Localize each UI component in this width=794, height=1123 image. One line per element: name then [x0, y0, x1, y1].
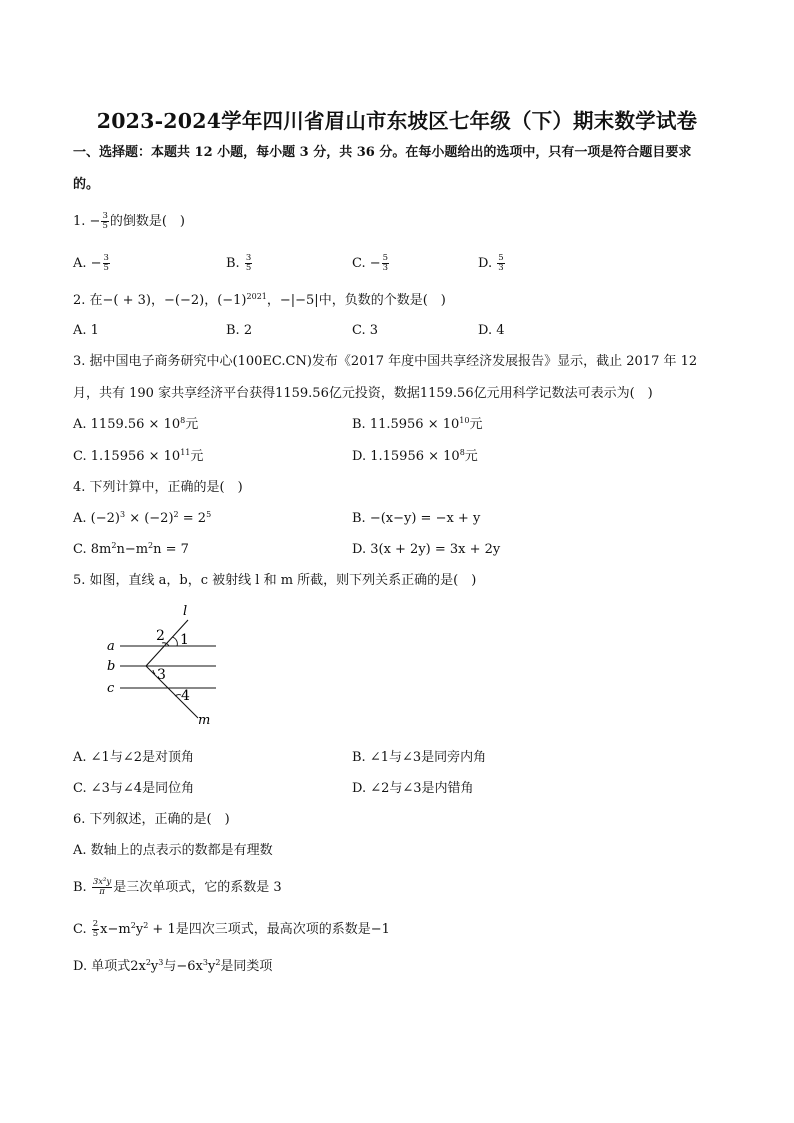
- question-2-option-b[interactable]: B. 2: [226, 323, 253, 338]
- question-1-option-d[interactable]: D. $\frac{5}{3}$: [478, 253, 504, 273]
- question-4-option-c[interactable]: C. $8m^2n-m^2n = 7$: [73, 541, 189, 557]
- question-1-option-c[interactable]: C. − $\frac{5}{3}$: [352, 253, 389, 273]
- question-3-stem-line1: 3. 据中国电子商务研究中心(100EC.CN)发布《2017 年度中国共享经济发展报告》显示，截止 2017 年 12: [73, 354, 698, 369]
- question-6-stem: 6. 下列叙述，正确的是( ): [73, 812, 230, 827]
- question-5-stem: 5. 如图，直线 a，b，c 被射线 l 和 m 所截，则下列关系正确的是( ): [73, 573, 477, 588]
- page-title: 2023-2024学年四川省眉山市东坡区七年级（下）期末数学试卷: [96, 109, 698, 133]
- question-3-option-c[interactable]: C. $1.15956 \times 10^{11}$元: [73, 448, 204, 464]
- label-l: l: [183, 604, 188, 619]
- question-4-option-b[interactable]: B. −(x−y) = −x + y: [352, 511, 481, 526]
- question-6-option-c[interactable]: C. $\frac{2}{5}$ $x-m^2y^2 + 1$是四次三项式，最高次项的系数是−1: [73, 919, 390, 939]
- question-5-option-d[interactable]: D. ∠2与∠3是内错角: [352, 781, 474, 796]
- question-5-option-a[interactable]: A. ∠1与∠2是对顶角: [73, 750, 194, 765]
- section-instruction-line2: 的。: [73, 177, 100, 192]
- question-3-option-a[interactable]: A. $1159.56 \times 10^8$元: [73, 416, 199, 432]
- ray-m: [146, 666, 198, 718]
- question-3-stem-line2: 月，共有 190 家共享经济平台获得1159.56亿元投资，数据1159.56亿元用科学记数法可表示为( ): [73, 386, 653, 401]
- question-5-option-b[interactable]: B. ∠1与∠3是同旁内角: [352, 750, 487, 765]
- label-c: c: [107, 681, 115, 696]
- label-a: a: [107, 639, 115, 654]
- fraction: $\frac{3}{5}$: [102, 211, 108, 231]
- label-m: m: [198, 713, 211, 728]
- question-1-option-a[interactable]: A. − $\frac{3}{5}$: [73, 253, 109, 273]
- question-2-option-c[interactable]: C. 3: [352, 323, 379, 338]
- question-6-option-d[interactable]: D. 单项式$2x^2y^3$与$-6x^3y^2$是同类项: [73, 958, 273, 974]
- question-1-option-b[interactable]: B. $\frac{3}{5}$: [226, 253, 252, 273]
- label-b: b: [107, 659, 116, 674]
- question-3-option-d[interactable]: D. $1.15956 \times 10^8$元: [352, 448, 478, 464]
- angle-1-arc: [172, 637, 177, 646]
- question-4-option-d[interactable]: D. 3(x + 2y) = 3x + 2y: [352, 542, 501, 557]
- question-2-option-d[interactable]: D. 4: [478, 323, 505, 338]
- question-1-stem: 1. − $\frac{3}{5}$ 的倒数是( ): [73, 211, 186, 231]
- question-5-option-c[interactable]: C. ∠3与∠4是同位角: [73, 781, 195, 796]
- question-6-option-b[interactable]: B. $\frac{\text{3x²y}}{\pi}$ 是三次单项式，它的系数是 3: [73, 877, 282, 897]
- question-2-option-a[interactable]: A. 1: [73, 323, 99, 338]
- angle-label-3: 3: [157, 667, 166, 683]
- angle-label-2: 2: [156, 628, 165, 644]
- question-2-stem: 2. 在−( + 3)，−(−2)，$(-1)^{2021}$，−|−5|中，负数的个数是( ): [73, 292, 446, 308]
- question-4-stem: 4. 下列计算中，正确的是( ): [73, 480, 243, 495]
- parallel-lines-figure: [100, 600, 230, 730]
- question-4-option-a[interactable]: A. $(-2)^3 \times (-2)^2 = 2^5$: [73, 510, 212, 526]
- angle-label-1: 1: [180, 632, 189, 648]
- angle-label-4: 4: [181, 688, 190, 704]
- section-instruction-line1: 一、选择题：本题共 12 小题，每小题 3 分，共 36 分。在每小题给出的选项中，只有一项是符合题目要求: [73, 145, 692, 160]
- question-6-option-a[interactable]: A. 数轴上的点表示的数都是有理数: [73, 843, 273, 858]
- question-3-option-b[interactable]: B. $11.5956 \times 10^{10}$元: [352, 416, 483, 432]
